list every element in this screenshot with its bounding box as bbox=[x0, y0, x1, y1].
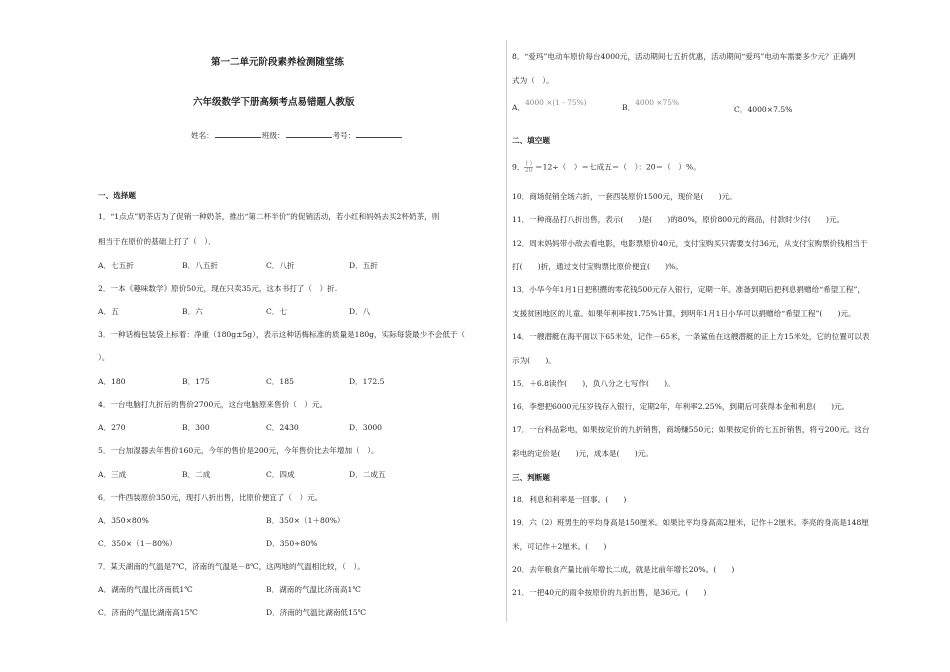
q2-option-b[interactable]: B．六 bbox=[182, 307, 203, 316]
q4-option-c[interactable]: C．2430 bbox=[266, 423, 299, 432]
number-blank[interactable] bbox=[356, 129, 402, 138]
q3-option-a[interactable]: A．180 bbox=[98, 377, 126, 386]
column-divider bbox=[506, 40, 507, 622]
q7-option-c[interactable]: C．济南的气温比湖南高15℃ bbox=[98, 608, 198, 617]
q9-fraction-numerator: ( ) bbox=[525, 160, 533, 167]
question-15: 15．＋6.8读作( )，负八分之七写作( )。 bbox=[512, 379, 675, 388]
page-title: 第一二单元阶段素养检测随堂练 bbox=[211, 57, 345, 68]
q8-option-b-label: B． bbox=[622, 103, 636, 112]
question-4: 4．一台电脑打九折后的售价2700元，这台电脑原来售价（ ）元。 bbox=[98, 400, 328, 409]
question-10: 10．商场促销全场六折，一套西装原价1500元，现价是( )元。 bbox=[512, 192, 737, 201]
q8-option-b[interactable] bbox=[622, 98, 679, 113]
q6-option-d[interactable]: D．350÷80% bbox=[266, 539, 318, 548]
q3-option-c[interactable]: C．185 bbox=[266, 377, 294, 386]
class-blank[interactable] bbox=[286, 129, 332, 138]
q6-option-b[interactable]: B．350×（1＋80%） bbox=[266, 516, 345, 525]
question-9 bbox=[512, 161, 701, 174]
q8-option-c[interactable]: C．4000×7.5% bbox=[734, 105, 793, 114]
question-7: 7．某天湖南的气温是7℃，济南的气温是－8℃，这两地的气温相比较，（ ）。 bbox=[98, 562, 365, 571]
section-fill-heading: 二、填空题 bbox=[512, 136, 550, 145]
q5-option-c[interactable]: C．四成 bbox=[266, 470, 295, 479]
question-11: 11．一种商品打八折出售，表示( )是( )的80%，原价800元的商品，付款时少付( )元。 bbox=[512, 215, 845, 224]
q1-option-d[interactable]: D．五折 bbox=[349, 261, 378, 270]
question-14-line2: 示为( )。 bbox=[512, 356, 556, 365]
q8-option-b-formula: 4000 ×75% bbox=[635, 98, 679, 107]
q5-option-a[interactable]: A．三成 bbox=[98, 470, 127, 479]
name-blank[interactable] bbox=[215, 129, 261, 138]
class-label: 班级： bbox=[261, 131, 285, 140]
q1-option-a[interactable]: A．七五折 bbox=[98, 261, 134, 270]
question-17-line1: 17．一台科品彩电，如果按定价的九折销售，商场赚550元；如果按定价的七五折销售，将亏200元。这台 bbox=[512, 425, 870, 434]
q9-prefix: 9． bbox=[512, 162, 525, 172]
question-17-line2: 彩电的定价是( )元，成本是( )元。 bbox=[512, 449, 653, 458]
question-21: 21．一把40元的雨伞按原价的九折出售，是36元。( ) bbox=[512, 588, 707, 597]
q7-option-d[interactable]: D．济南的气温比湖南低15℃ bbox=[266, 608, 367, 617]
q9-fraction-denominator: 20 bbox=[524, 167, 533, 174]
section-judge-heading: 三、判断题 bbox=[512, 473, 550, 482]
q9-rest: ＝12÷（ ）＝七成五＝（ ）：20＝（ ）%。 bbox=[535, 162, 701, 172]
section-choice-heading: 一、选择题 bbox=[98, 191, 136, 200]
q7-option-b[interactable]: B．湖南的气温比济南高1℃ bbox=[266, 585, 361, 594]
q1-option-b[interactable]: B．八五折 bbox=[182, 261, 218, 270]
question-19-line2: 米，可记作＋2厘米。( ) bbox=[512, 542, 607, 551]
question-18: 18．利息和利率是一回事。( ) bbox=[512, 495, 627, 504]
question-13-line2: 支援贫困地区的儿童。如果年利率按1.75%计算，到明年1月1日小华可以捐赠给“希望工程”( )元。 bbox=[512, 309, 856, 318]
q1-option-c[interactable]: C．八折 bbox=[266, 261, 295, 270]
question-6: 6．一件西装原价350元，现打八折出售，比原价便宜了（ ）元。 bbox=[98, 493, 323, 502]
q2-option-a[interactable]: A．五 bbox=[98, 307, 119, 316]
question-8-line2: 式为（ ）。 bbox=[512, 76, 554, 85]
q4-option-a[interactable]: A．270 bbox=[98, 423, 126, 432]
q2-option-c[interactable]: C．七 bbox=[266, 307, 287, 316]
question-13-line1: 13．小华今年1月1日把积攒的零花钱500元存入银行，定期一年。准备到期后把利息捐赠给“希望工程”， bbox=[512, 285, 865, 294]
question-14-line1: 14．一艘潜艇在海平面以下65米处，记作－65米，一条鲨鱼在这艘潜艇的正上方15米处，它的位置可以表 bbox=[512, 332, 870, 341]
question-8-line1: 8．“爱玛”电动车原价每台4000元，活动期间七五折优惠，活动期间“爱玛”电动车需要多少元？正确列 bbox=[512, 52, 856, 61]
question-12-line2: 打( )折，通过支付宝购票比原价便宜( )%。 bbox=[512, 262, 683, 271]
q4-option-b[interactable]: B．300 bbox=[182, 423, 210, 432]
name-label: 姓名： bbox=[191, 131, 214, 140]
question-19-line1: 19．六（2）班男生的平均身高是150厘米。如果比平均身高高2厘米，记作＋2厘米。李亮的身高是148厘 bbox=[512, 518, 869, 527]
number-label: 考号： bbox=[332, 131, 356, 140]
question-3-line1: 3．一种话梅包装袋上标着：净重（180g±5g），表示这种话梅标准的质量是180g，实际每袋最少不会低于（ bbox=[98, 330, 466, 339]
question-16: 16．李想把6000元压岁钱存入银行，定期2年，年利率2.25%，到期后可获得本金和利息( )元。 bbox=[512, 402, 850, 411]
q5-option-b[interactable]: B．二成 bbox=[182, 470, 211, 479]
question-1-line1: 1．“1点点”奶茶店为了促销一种奶茶，推出“第二杯半价”的促销活动，若小红和妈妈去买2杯奶茶，则 bbox=[98, 212, 440, 221]
q8-option-a-formula: 4000 ×(1 - 75%) bbox=[525, 98, 587, 107]
q3-option-b[interactable]: B．175 bbox=[182, 377, 210, 386]
page-subtitle: 六年级数学下册高频考点易错题人教版 bbox=[193, 97, 355, 108]
question-3-line2: ）。 bbox=[98, 353, 110, 362]
question-1-line2: 相当于在原价的基础上打了（ ）． bbox=[98, 237, 216, 246]
q2-option-d[interactable]: D．八 bbox=[349, 307, 371, 316]
question-2: 2．一本《趣味数学》原价50元，现在只卖35元，这本书打了（ ）折. bbox=[98, 284, 338, 293]
q5-option-d[interactable]: D．二成五 bbox=[349, 470, 386, 479]
question-5: 5．一台加湿器去年售价160元，今年的售价是200元，今年售价比去年增加（ ）。 bbox=[98, 446, 379, 455]
q6-option-c[interactable]: C．350×（1－80%） bbox=[98, 539, 177, 548]
q3-option-d[interactable]: D．172.5 bbox=[349, 377, 385, 386]
student-info-row bbox=[191, 129, 403, 141]
question-20: 20．去年粮食产量比前年增长二成，就是比前年增长20%。( ) bbox=[512, 565, 735, 574]
q7-option-a[interactable]: A．湖南的气温比济南低1℃ bbox=[98, 585, 193, 594]
q4-option-d[interactable]: D．3000 bbox=[349, 423, 383, 432]
question-12-line1: 12．周末妈妈带小敌去看电影，电影票原价40元，支付宝购买只需要支付36元，从支付宝购票价钱相当于 bbox=[512, 239, 868, 248]
q8-option-a[interactable] bbox=[512, 98, 587, 113]
q9-fraction bbox=[524, 161, 533, 174]
q8-option-a-label: A． bbox=[512, 103, 526, 112]
q6-option-a[interactable]: A．350×80% bbox=[98, 516, 149, 525]
